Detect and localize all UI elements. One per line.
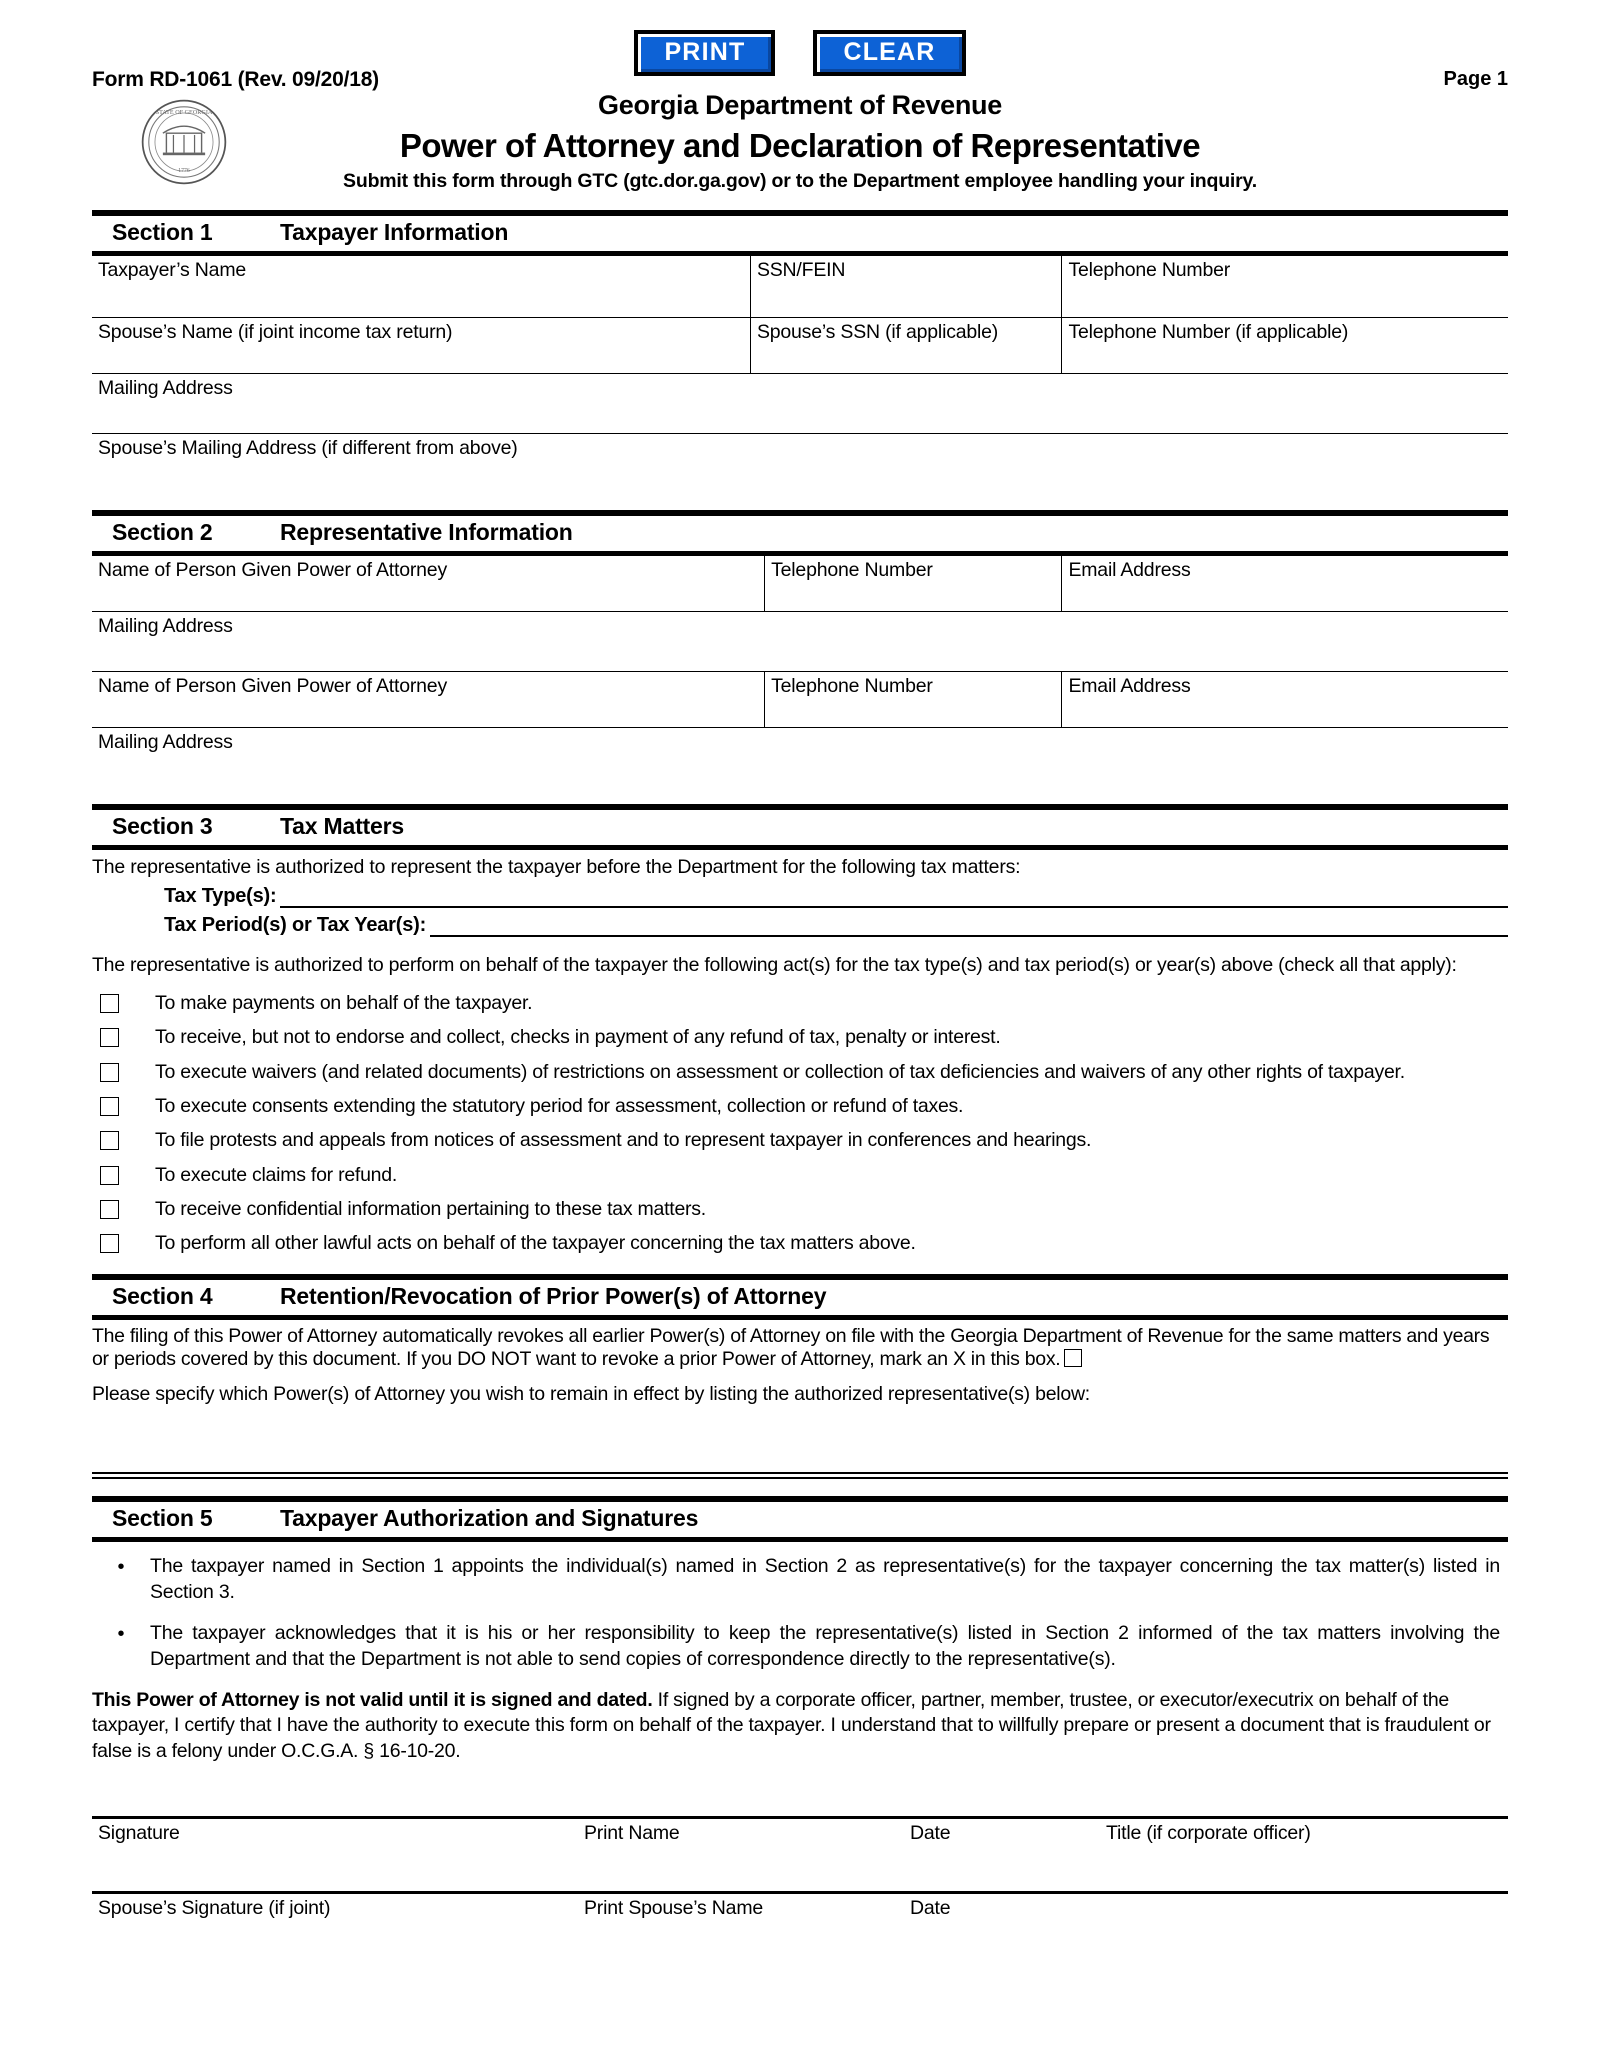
organization-name: Georgia Department of Revenue [598, 90, 1002, 120]
tax-periods-input[interactable] [430, 915, 1508, 937]
spouse-title-field[interactable] [1100, 1894, 1508, 1966]
list-item [92, 991, 1508, 1016]
table-row [92, 434, 1508, 494]
form-id-label: Form RD-1061 (Rev. 09/20/18) [92, 68, 379, 91]
bullet-icon: • [117, 1556, 125, 1579]
section-3-header [92, 804, 1508, 850]
telephone-number-field[interactable]: Telephone Number [1062, 256, 1508, 318]
rep2-mailing-address-field[interactable]: Mailing Address [98, 731, 233, 753]
section-3-lead-text: The representative is authorized to represent the taxpayer before the Department for the following tax matters: [92, 856, 1021, 878]
title-block [0, 90, 1600, 193]
representative-info-table [92, 556, 1508, 787]
list-item [92, 1163, 1508, 1188]
rep2-telephone-field[interactable]: Telephone Number [765, 672, 1062, 728]
form-content [92, 210, 1508, 1966]
rep1-telephone-field[interactable]: Telephone Number [765, 556, 1062, 612]
checkbox-label: To execute consents extending the statutory period for assessment, collection or refund of taxes. [155, 1094, 964, 1117]
section-3-title: Tax Matters [280, 813, 404, 839]
ssn-fein-field[interactable]: SSN/FEIN [750, 256, 1062, 318]
georgia-state-seal-icon [140, 98, 228, 186]
spouse-name-field[interactable]: Spouse’s Name (if joint income tax return) [92, 318, 750, 374]
mailing-address-field[interactable]: Mailing Address [92, 374, 1508, 434]
section-4-specify-text: Please specify which Power(s) of Attorney you wish to remain in effect by listing the authorized representative(s) below: [92, 1383, 1090, 1406]
section-5-title: Taxpayer Authorization and Signatures [280, 1505, 699, 1532]
taxpayer-name-field[interactable]: Taxpayer’s Name [92, 256, 750, 318]
tax-periods-label: Tax Period(s) or Tax Year(s): [164, 914, 427, 936]
spouse-mailing-address-field[interactable]: Spouse’s Mailing Address (if different from above) [98, 437, 518, 459]
checkbox-label: To execute waivers (and related documents) of restrictions on assessment or collection of tax deficiencies and waivers of any other rights of taxpayer. [155, 1060, 1405, 1083]
checkbox-execute-claims[interactable] [100, 1166, 119, 1185]
checkbox-label: To perform all other lawful acts on behalf of the taxpayer concerning the tax matters above. [155, 1232, 916, 1255]
taxpayer-info-table [92, 256, 1508, 493]
print-button[interactable]: PRINT [634, 30, 775, 76]
list-item [92, 1025, 1508, 1050]
spouse-date-field[interactable]: Date [910, 1896, 951, 1919]
list-item [92, 1231, 1508, 1256]
checkbox-label: To execute claims for refund. [155, 1163, 398, 1186]
checkbox-do-not-revoke[interactable] [1064, 1349, 1082, 1367]
bullet-text: The taxpayer acknowledges that it is his or her responsibility to keep the representative(s) listed in Section 2 informed of the tax matters involving the Department and that the Department is not able to send copies of correspondence directly to the representative(s). [150, 1622, 1500, 1670]
revocation-paragraph: The filing of this Power of Attorney automatically revokes all earlier Power(s) of Attorney on file with the Georgia Department of Revenue for the same matters and years or periods covered by this document. If you DO NOT want to revoke a prior Power of Attorney, mark an X in this box. [92, 1324, 1490, 1371]
tax-types-input[interactable] [280, 886, 1508, 908]
authorization-bullet-list [92, 1554, 1508, 1671]
section-3-number: Section 3 [112, 813, 213, 839]
checkbox-execute-consents[interactable] [100, 1097, 119, 1116]
table-row [92, 256, 1508, 318]
rep2-name-field[interactable]: Name of Person Given Power of Attorney [92, 672, 765, 728]
page-number-label: Page 1 [1443, 68, 1508, 90]
tax-types-row [92, 885, 1508, 908]
spouse-print-name-field[interactable]: Print Spouse’s Name [584, 1896, 764, 1919]
spouse-signature-field[interactable]: Spouse’s Signature (if joint) [98, 1896, 331, 1919]
spouse-telephone-field[interactable]: Telephone Number (if applicable) [1062, 318, 1508, 374]
section-4-header [92, 1274, 1508, 1320]
list-item [92, 1621, 1508, 1672]
print-name-field[interactable]: Print Name [584, 1821, 680, 1844]
certification-bold-lead: This Power of Attorney is not valid until it is signed and dated. [92, 1688, 653, 1711]
section-4-bottom-rule [92, 1472, 1508, 1479]
section-4-retained-reps-input[interactable] [92, 1406, 1508, 1468]
section-5-header [92, 1496, 1508, 1542]
table-row [92, 612, 1508, 672]
checkbox-execute-waivers[interactable] [100, 1063, 119, 1082]
section-4-title: Retention/Revocation of Prior Power(s) of Attorney [280, 1282, 827, 1309]
checkbox-make-payments[interactable] [100, 994, 119, 1013]
table-row [92, 1816, 1508, 1891]
list-item [92, 1128, 1508, 1153]
title-field[interactable]: Title (if corporate officer) [1106, 1821, 1311, 1844]
table-row [92, 728, 1508, 788]
rep2-email-field[interactable]: Email Address [1062, 672, 1508, 728]
list-item [92, 1060, 1508, 1085]
pdf-button-row [0, 30, 1600, 76]
checkbox-other-lawful-acts[interactable] [100, 1234, 119, 1253]
section-3-acts-intro: The representative is authorized to perform on behalf of the taxpayer the following act(s) for the tax type(s) and tax period(s) or year(s) above (check all that apply): [92, 954, 1457, 976]
table-row [92, 374, 1508, 434]
checkbox-receive-checks[interactable] [100, 1028, 119, 1047]
signature-block [92, 1816, 1508, 1966]
checkbox-label: To make payments on behalf of the taxpayer. [155, 991, 533, 1014]
checkbox-label: To receive confidential information pertaining to these tax matters. [155, 1198, 706, 1221]
table-row [92, 672, 1508, 728]
submission-instructions: Submit this form through GTC (gtc.dor.ga.gov) or to the Department employee handling your inquiry. [343, 170, 1257, 192]
section-1-number: Section 1 [112, 219, 213, 245]
section-4-number: Section 4 [112, 1282, 213, 1309]
section-2-title: Representative Information [280, 519, 573, 545]
list-item [92, 1197, 1508, 1222]
rep1-name-field[interactable]: Name of Person Given Power of Attorney [92, 556, 765, 612]
list-item [92, 1554, 1508, 1605]
section-1-title: Taxpayer Information [280, 219, 509, 245]
section-2-header [92, 510, 1508, 556]
certification-rest: If signed by a corporate officer, partner, member, trustee, or executor/executrix on behalf of the taxpayer, I certify that I have the authority to execute this form on behalf of the taxpayer. I understand that to willfully prepare or present a document that is fraudulent or false is a felony under O.C.G.A. § 16-10-20. [92, 1688, 1491, 1762]
authorized-acts-checklist [92, 991, 1508, 1257]
clear-button[interactable]: CLEAR [813, 30, 965, 76]
rep1-mailing-address-field[interactable]: Mailing Address [92, 612, 1508, 672]
table-row [92, 556, 1508, 612]
svg-text:1776: 1776 [178, 167, 190, 174]
bullet-text: The taxpayer named in Section 1 appoints the individual(s) named in Section 2 as representative(s) for the taxpayer concerning the tax matter(s) listed in Section 3. [150, 1555, 1500, 1603]
list-item [92, 1094, 1508, 1119]
checkbox-label: To receive, but not to endorse and collect, checks in payment of any refund of tax, penalty or interest. [155, 1026, 1001, 1049]
checkbox-file-protests[interactable] [100, 1131, 119, 1150]
page-topbar [0, 0, 1600, 91]
tax-types-label: Tax Type(s): [164, 885, 277, 907]
spouse-ssn-field[interactable]: Spouse’s SSN (if applicable) [750, 318, 1062, 374]
table-row [92, 1891, 1508, 1966]
date-field[interactable]: Date [910, 1821, 951, 1844]
svg-text:STATE OF GEORGIA: STATE OF GEORGIA [155, 109, 213, 116]
certification-paragraph [92, 1688, 1508, 1764]
page-title: Power of Attorney and Declaration of Representative [399, 127, 1201, 164]
signature-field[interactable]: Signature [98, 1821, 180, 1844]
section-4-revocation-text [92, 1325, 1508, 1372]
section-5-number: Section 5 [112, 1505, 213, 1532]
table-row [92, 318, 1508, 374]
tax-periods-row [92, 914, 1508, 937]
section-2-number: Section 2 [112, 519, 213, 545]
rep1-email-field[interactable]: Email Address [1062, 556, 1508, 612]
bullet-icon: • [117, 1623, 125, 1646]
checkbox-label: To file protests and appeals from notices of assessment and to represent taxpayer in conferences and hearings. [155, 1129, 1092, 1152]
checkbox-receive-confidential-info[interactable] [100, 1200, 119, 1219]
section-1-header [92, 210, 1508, 256]
